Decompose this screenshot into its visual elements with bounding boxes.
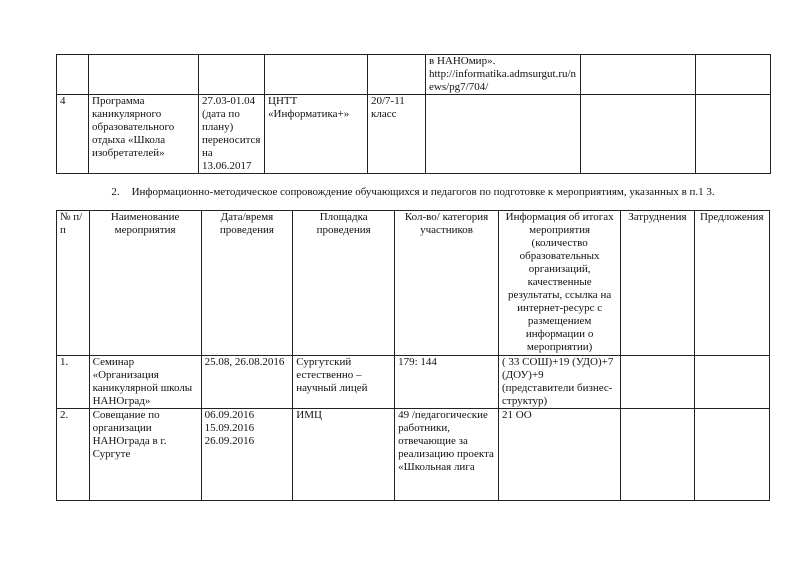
table-row: [57, 55, 771, 95]
cell-number: 1.: [57, 356, 90, 409]
cell-results-link: в НАНОмир». http://informatika.admsurgut.ru/news/pg7/704/: [426, 55, 581, 95]
cell-number: 2.: [57, 409, 90, 501]
header-results: Информация об итогах мероприятия (количество образовательных организаций, качественные результаты, ссылка на интернет-ресурс с размещением информации о мероприятии): [499, 211, 621, 356]
cell-difficulties: [621, 409, 694, 501]
cell-participants: 20/7-11 класс: [368, 95, 426, 174]
cell-difficulties: [581, 95, 696, 174]
table-row: [57, 95, 771, 174]
cell-event-name: Совещание по организации НАНОграда в г. Сургуте: [89, 409, 201, 501]
cell-results: ( 33 СОШ)+19 (УДО)+7 (ДОУ)+9 (представители бизнес-структур): [499, 356, 621, 409]
cell-number: [57, 55, 89, 95]
table-header-row: [57, 211, 770, 356]
cell-participants: 179: 144: [395, 356, 499, 409]
cell-date: [199, 55, 265, 95]
table-row: [57, 409, 770, 501]
cell-venue: [265, 55, 368, 95]
activities-table-continued: [56, 54, 771, 174]
header-proposals: Предложения: [694, 211, 769, 356]
cell-venue: Сургутский естественно – научный лицей: [293, 356, 395, 409]
header-number: № п/п: [57, 211, 90, 356]
table-row: [57, 356, 770, 409]
cell-event-name: Семинар «Организация каникулярной школы НАНОград»: [89, 356, 201, 409]
section-title: Информационно-методическое сопровождение обучающихся и педагогов по подготовке к мероприятиям, указанных в п.1 3.: [131, 186, 715, 198]
header-participants: Кол-во/ категория участников: [395, 211, 499, 356]
cell-proposals: [696, 95, 771, 174]
header-venue: Площадка проведения: [293, 211, 395, 356]
cell-venue: ИМЦ: [293, 409, 395, 501]
header-difficulties: Затруднения: [621, 211, 694, 356]
cell-proposals: [694, 356, 769, 409]
cell-participants: [368, 55, 426, 95]
cell-proposals: [696, 55, 771, 95]
cell-difficulties: [581, 55, 696, 95]
cell-difficulties: [621, 356, 694, 409]
section-number: 2.: [111, 186, 120, 198]
section-heading: [56, 186, 770, 198]
methodical-support-table: [56, 210, 770, 501]
header-date: Дата/время проведения: [201, 211, 293, 356]
cell-date: 06.09.2016 15.09.2016 26.09.2016: [201, 409, 293, 501]
header-event-name: Наименование мероприятия: [89, 211, 201, 356]
cell-results: [426, 95, 581, 174]
cell-date: 25.08, 26.08.2016: [201, 356, 293, 409]
cell-event-name: [89, 55, 199, 95]
cell-date: 27.03-01.04 (дата по плану) переносится на 13.06.2017: [199, 95, 265, 174]
cell-proposals: [694, 409, 769, 501]
cell-participants: 49 /педагогические работники, отвечающие за реализацию проекта «Школьная лига: [395, 409, 499, 501]
cell-results: 21 ОО: [499, 409, 621, 501]
cell-number: 4: [57, 95, 89, 174]
cell-event-name: Программа каникулярного образовательного отдыха «Школа изобретателей»: [89, 95, 199, 174]
cell-venue: ЦНТТ «Информатика+»: [265, 95, 368, 174]
